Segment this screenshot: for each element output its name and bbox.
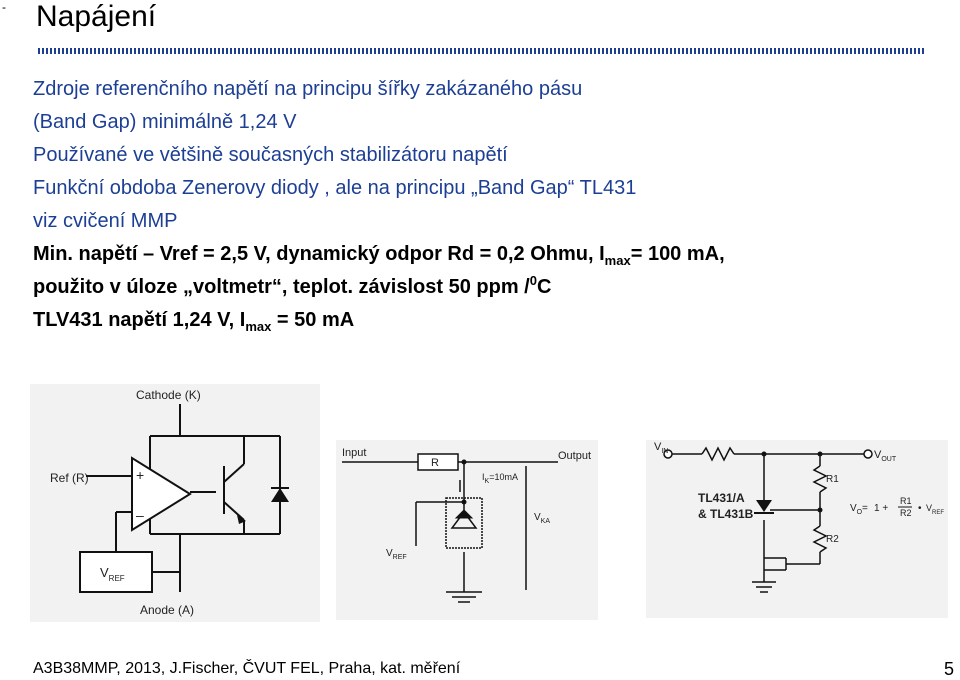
part-label-1: TL431/A: [698, 491, 745, 505]
equation-denominator: R2: [900, 508, 912, 518]
vref-label: $V_{REF}$: [386, 548, 407, 561]
footer-text: A3B38MMP, 2013, J.Fischer, ČVUT FEL, Praha, kat. měření: [33, 660, 461, 677]
vout-label: $V_{OUT}$: [874, 449, 897, 463]
text-line-7-sup: 0: [529, 273, 537, 288]
diagram-3-background: [646, 440, 948, 618]
title-rule: [38, 48, 926, 54]
tl431-adjustable-circuit: [646, 440, 948, 618]
r1-label: R1: [826, 474, 839, 485]
text-line-7-main: použito v úloze „voltmetr“, teplot. závislost 50 ppm /: [33, 276, 530, 298]
text-line-8: [33, 304, 933, 337]
opamp-plus: +: [136, 467, 145, 483]
slide-title: Napájení: [36, 0, 157, 33]
page-number: 5: [944, 659, 955, 679]
part-label-2: & TL431B: [698, 507, 754, 521]
text-line-7: [33, 271, 933, 304]
text-line-8-end: = 50 mA: [271, 309, 355, 331]
output-label: Output: [558, 450, 592, 462]
equation-one-plus: 1 +: [874, 503, 889, 514]
equation-numerator: R1: [900, 496, 912, 506]
text-line-2: (Band Gap) minimálně 1,24 V: [33, 111, 297, 133]
anode-label: Anode (A): [140, 603, 195, 617]
vref-box-label: $V_{REF}$: [100, 565, 125, 583]
vref-box: [80, 552, 152, 592]
input-label: Input: [342, 447, 367, 459]
text-line-6-main: Min. napětí – Vref = 2,5 V, dynamický odpor Rd = 0,2 Ohmu, I: [33, 243, 605, 265]
ik-label: $I_K=10mA$: [482, 472, 518, 485]
equation-vref: $V_{REF}$: [926, 503, 945, 516]
tl431-shunt-circuit: [336, 440, 598, 620]
text-line-5: viz cvičení MMP: [33, 210, 178, 232]
equation-vo: $V_O$: [850, 503, 863, 516]
body-text: [33, 73, 933, 337]
ref-label: Ref (R): [50, 471, 89, 485]
text-line-6-end: = 100 mA,: [630, 243, 725, 265]
text-line-4: Funkční obdoba Zenerovy diody , ale na principu „Band Gap“ TL431: [33, 177, 637, 199]
r-label: R: [431, 457, 439, 469]
text-line-8-main: TLV431 napětí 1,24 V, I: [33, 309, 246, 331]
text-line-7-end: C: [536, 276, 552, 298]
corner-mark: -: [2, 0, 6, 14]
vka-label: $V_{KA}$: [534, 512, 551, 525]
r2-label: R2: [826, 534, 839, 545]
diagram-2-background: [336, 440, 598, 620]
equation-multiply: •: [918, 503, 922, 514]
text-line-1: Zdroje referenčního napětí na principu šířky zakázaného pásu: [33, 78, 583, 100]
equation-equals: =: [862, 503, 868, 514]
vin-label: $V_{IN}$: [654, 441, 669, 455]
cathode-label: Cathode (K): [136, 388, 201, 402]
text-line-6-sub: max: [604, 253, 631, 268]
text-line-3: Používané ve většině současných stabilizátoru napětí: [33, 144, 508, 166]
text-line-6: [33, 238, 933, 271]
text-line-8-sub: max: [245, 319, 272, 334]
tl431-block-diagram: [30, 384, 320, 622]
opamp-minus: –: [136, 507, 144, 523]
